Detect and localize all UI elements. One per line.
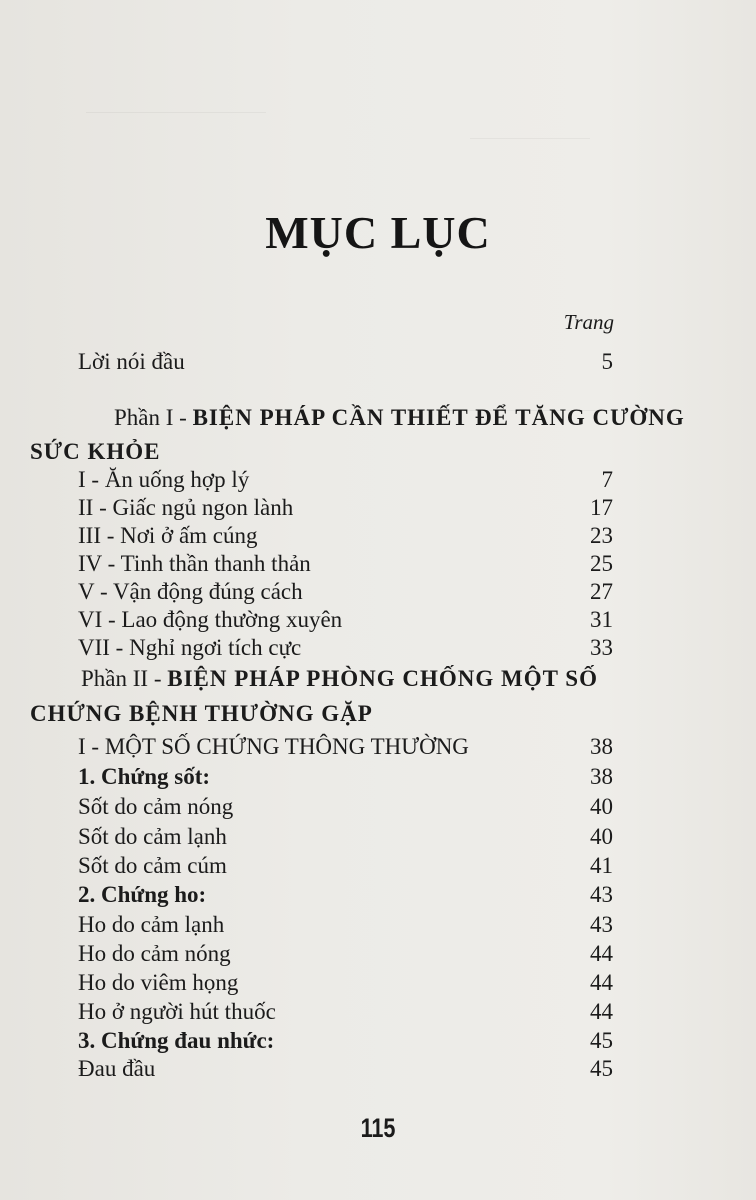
toc-entry-page: 43 — [590, 882, 613, 907]
part-heading — [81, 665, 598, 693]
toc-entry — [78, 578, 613, 606]
toc-entry-page: 27 — [590, 579, 613, 604]
page-number: 115 — [360, 1113, 396, 1143]
toc-section-label: 3. Chứng đau nhức: — [78, 1028, 275, 1053]
toc-entry-label: VII - Nghỉ ngơi tích cực — [78, 635, 302, 660]
toc-entry — [78, 998, 613, 1026]
toc-entry-page: 5 — [601, 349, 613, 374]
bleed-through-mark — [86, 92, 266, 113]
toc-entry — [78, 494, 613, 522]
part-title-continued: CHỨNG BỆNH THƯỜNG GẶP — [30, 701, 373, 726]
part-prefix: Phần I - — [114, 405, 193, 430]
toc-section — [78, 763, 613, 791]
toc-entry — [78, 522, 613, 550]
toc-entry — [78, 1055, 613, 1083]
toc-entry-page: 38 — [590, 764, 613, 789]
toc-entry-page: 38 — [590, 734, 613, 759]
toc-entry-label: Ho do cảm lạnh — [78, 912, 225, 937]
toc-entry — [78, 466, 613, 494]
part-heading — [114, 404, 685, 432]
toc-entry-page: 41 — [590, 853, 613, 878]
toc-section — [78, 881, 613, 909]
toc-entry-label: Lời nói đầu — [78, 349, 185, 374]
toc-entry — [78, 606, 613, 634]
toc-entry-page: 40 — [590, 824, 613, 849]
toc-entry-page: 7 — [601, 467, 613, 492]
toc-entry-page: 31 — [590, 607, 613, 632]
toc-entry-page: 44 — [590, 999, 613, 1024]
toc-entry-label: Sốt do cảm nóng — [78, 794, 234, 819]
toc-entry-label: Ho do cảm nóng — [78, 941, 231, 966]
toc-entry-label: Đau đầu — [78, 1056, 156, 1081]
toc-entry — [78, 550, 613, 578]
toc-entry — [78, 733, 613, 761]
toc-entry-label: Sốt do cảm lạnh — [78, 824, 227, 849]
toc-section — [78, 1027, 613, 1055]
toc-entry-label: I - Ăn uống hợp lý — [78, 467, 250, 492]
bleed-through-mark — [470, 118, 590, 139]
toc-entry — [78, 634, 613, 662]
toc-entry — [78, 348, 613, 376]
toc-entry-label: II - Giấc ngủ ngon lành — [78, 495, 294, 520]
toc-entry-page: 17 — [590, 495, 613, 520]
toc-entry-page: 33 — [590, 635, 613, 660]
toc-entry — [78, 911, 613, 939]
part-title: BIỆN PHÁP CẦN THIẾT ĐỂ TĂNG CƯỜNG — [192, 405, 685, 430]
part-title: BIỆN PHÁP PHÒNG CHỐNG MỘT SỐ — [167, 666, 598, 691]
toc-entry-page: 43 — [590, 912, 613, 937]
toc-entry-page: 45 — [590, 1028, 613, 1053]
part-prefix: Phần II - — [81, 666, 168, 691]
toc-section-label: 2. Chứng ho: — [78, 882, 207, 907]
toc-entry — [78, 823, 613, 851]
toc-entry-page: 23 — [590, 523, 613, 548]
toc-entry-label: V - Vận động đúng cách — [78, 579, 303, 604]
toc-entry — [78, 793, 613, 821]
toc-entry-page: 40 — [590, 794, 613, 819]
toc-entry-label: I - MỘT SỐ CHỨNG THÔNG THƯỜNG — [78, 734, 469, 759]
toc-entry-page: 45 — [590, 1056, 613, 1081]
page-title: MỤC LỤC — [265, 207, 491, 258]
toc-entry — [78, 940, 613, 968]
toc-entry-label: Ho do viêm họng — [78, 970, 239, 995]
toc-entry-page: 44 — [590, 941, 613, 966]
toc-entry-label: IV - Tinh thần thanh thản — [78, 551, 311, 576]
toc-entry — [78, 969, 613, 997]
toc-entry-page: 25 — [590, 551, 613, 576]
toc-entry — [78, 852, 613, 880]
toc-entry-label: Ho ở người hút thuốc — [78, 999, 276, 1024]
toc-entry-label: Sốt do cảm cúm — [78, 853, 227, 878]
toc-entry-page: 44 — [590, 970, 613, 995]
part-title-continued: SỨC KHỎE — [30, 439, 161, 464]
toc-entry-label: III - Nơi ở ấm cúng — [78, 523, 258, 548]
toc-entry-label: VI - Lao động thường xuyên — [78, 607, 343, 632]
page-column-header: Trang — [563, 310, 614, 334]
toc-section-label: 1. Chứng sốt: — [78, 764, 211, 789]
